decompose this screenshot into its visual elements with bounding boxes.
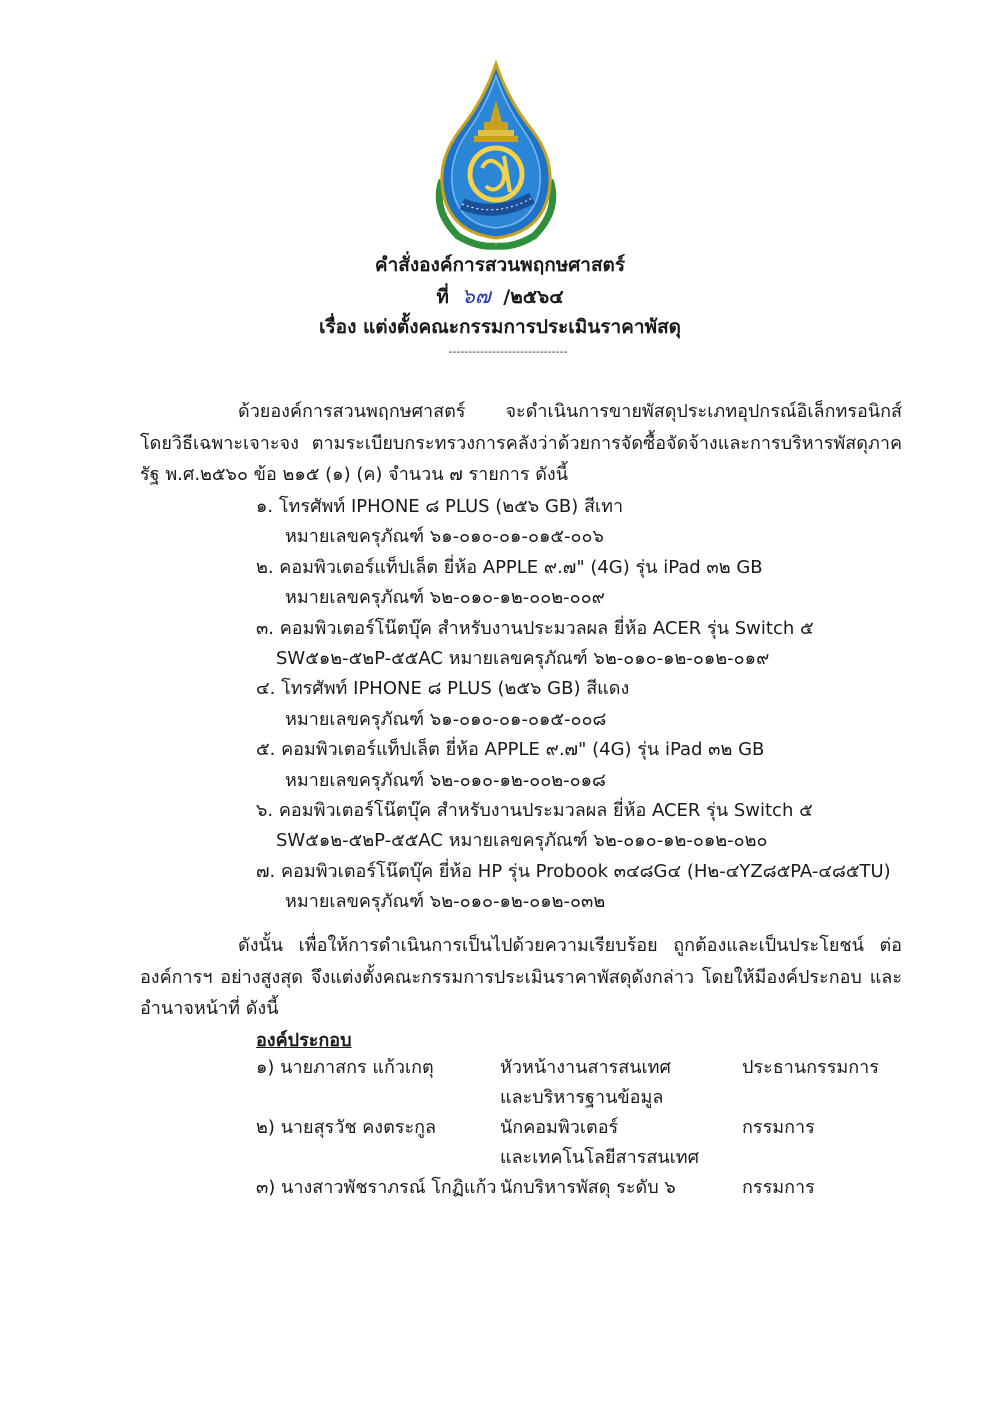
order-subject: เรื่อง แต่งตั้งคณะกรรมการประเมินราคาพัสดุ xyxy=(318,316,682,338)
member-position: หัวหน้างานสารสนเทศ xyxy=(500,1057,671,1078)
member-position: นักคอมพิวเตอร์ xyxy=(500,1117,619,1138)
item-line-1: ๗. คอมพิวเตอร์โน๊ตบุ๊ค ยี่ห้อ HP รุ่น Probook ๓๔๘G๔ (H๒-๔YZ๘๕PA-๔๘๕TU) xyxy=(256,860,891,882)
asset-list xyxy=(256,492,916,918)
member-name: ๓) นางสาวพัชราภรณ์ โกฏิแก้ว xyxy=(256,1177,497,1198)
order-number-line xyxy=(0,281,1000,312)
member-role: กรรมการ xyxy=(742,1177,815,1198)
intro-paragraph xyxy=(140,396,902,491)
table-row xyxy=(256,1053,916,1113)
item-line-1: ๑. โทรศัพท์ IPHONE ๘ PLUS (๒๕๖ GB) สีเทา xyxy=(256,496,624,517)
item-line-1: ๒. คอมพิวเตอร์แท็ปเล็ต ยี่ห้อ APPLE ๙.๗" (4G) รุ่น iPad ๓๒ GB xyxy=(256,556,763,578)
member-name: ๒) นายสุรวัช คงตระกูล xyxy=(256,1117,437,1138)
item-line-2: หมายเลขครุภัณฑ์ ๖๑-๐๑๐-๐๑-๐๑๕-๐๐๘ xyxy=(285,708,607,730)
order-number-suffix: /๒๕๖๔ xyxy=(503,286,564,308)
committee-members xyxy=(256,1053,916,1203)
table-row xyxy=(256,1113,916,1173)
intro-text: ด้วยองค์การสวนพฤกษศาสตร์ จะดำเนินการขายพัสดุประเภทอุปกรณ์อิเล็กทรอนิกส์ โดยวิธีเฉพาะเจาะจง ตามระเบียบกระทรวงการคลังว่าด้วยการจัดซื้อจัดจ้างและการบริหารพัสดุภาครัฐ พ.ศ.๒๕๖๐ ข้อ ๒๑๕ (๑) (ค) จำนวน ๗ รายการ ดังนี้ xyxy=(140,401,902,485)
member-role: กรรมการ xyxy=(742,1117,815,1138)
member-position: นักบริหารพัสดุ ระดับ ๖ xyxy=(500,1177,676,1198)
member-position-continued: และบริหารฐานข้อมูล xyxy=(500,1087,664,1108)
list-item xyxy=(256,674,916,735)
table-row xyxy=(256,1173,916,1203)
item-line-1: ๕. คอมพิวเตอร์แท็ปเล็ต ยี่ห้อ APPLE ๙.๗" (4G) รุ่น iPad ๓๒ GB xyxy=(256,739,765,761)
item-line-2: หมายเลขครุภัณฑ์ ๖๑-๐๑๐-๐๑-๐๑๕-๐๐๖ xyxy=(285,526,604,548)
separator-line: ------------------------------ xyxy=(448,345,568,358)
list-item xyxy=(256,492,916,553)
list-item xyxy=(256,553,916,614)
item-line-2: SW๕๑๒-๕๒P-๕๕AC หมายเลขครุภัณฑ์ ๖๒-๐๑๐-๑๒-๐๑๒-๐๑๙ xyxy=(276,647,770,669)
item-line-2: หมายเลขครุภัณฑ์ ๖๒-๐๑๐-๑๒-๐๑๒-๐๓๒ xyxy=(285,891,606,913)
composition-heading: องค์ประกอบ xyxy=(256,1030,352,1051)
order-number-prefix: ที่ xyxy=(436,286,449,308)
member-name: ๑) นายภาสกร แก้วเกตุ xyxy=(256,1057,434,1078)
list-item xyxy=(256,796,916,857)
list-item xyxy=(256,735,916,796)
item-line-1: ๓. คอมพิวเตอร์โน๊ตบุ๊ค สำหรับงานประมวลผล ยี่ห้อ ACER รุ่น Switch ๕ xyxy=(256,617,814,639)
item-line-2: หมายเลขครุภัณฑ์ ๖๒-๐๑๐-๑๒-๐๐๒-๐๐๙ xyxy=(285,587,605,609)
item-line-1: ๔. โทรศัพท์ IPHONE ๘ PLUS (๒๕๖ GB) สีแดง xyxy=(256,678,630,700)
conclusion-text: ดังนั้น เพื่อให้การดำเนินการเป็นไปด้วยความเรียบร้อย ถูกต้องและเป็นประโยชน์ ต่อองค์การฯ อย่างสูงสุด จึงแต่งตั้งคณะกรรมการประเมินราคาพัสดุดังกล่าว โดยให้มีองค์ประกอบ และอำนาจหน้าที่ ดังนี้ xyxy=(140,935,902,1019)
order-number-handwritten: ๖๗ xyxy=(461,284,491,308)
item-line-2: หมายเลขครุภัณฑ์ ๖๒-๐๑๐-๑๒-๐๐๒-๐๑๘ xyxy=(285,769,606,791)
item-line-2: SW๕๑๒-๕๒P-๕๕AC หมายเลขครุภัณฑ์ ๖๒-๐๑๐-๑๒-๐๑๒-๐๒๐ xyxy=(276,830,768,852)
organization-emblem xyxy=(428,60,564,250)
member-role: ประธานกรรมการ xyxy=(742,1057,879,1078)
member-position-continued: และเทคโนโลยีสารสนเทศ xyxy=(500,1147,700,1168)
emblem-drawing xyxy=(428,60,564,250)
order-title: คำสั่งองค์การสวนพฤกษศาสตร์ xyxy=(374,254,626,276)
item-line-1: ๖. คอมพิวเตอร์โน๊ตบุ๊ค สำหรับงานประมวลผล ยี่ห้อ ACER รุ่น Switch ๕ xyxy=(256,799,813,821)
list-item xyxy=(256,614,916,675)
list-item xyxy=(256,857,916,918)
conclusion-paragraph xyxy=(140,930,902,1025)
